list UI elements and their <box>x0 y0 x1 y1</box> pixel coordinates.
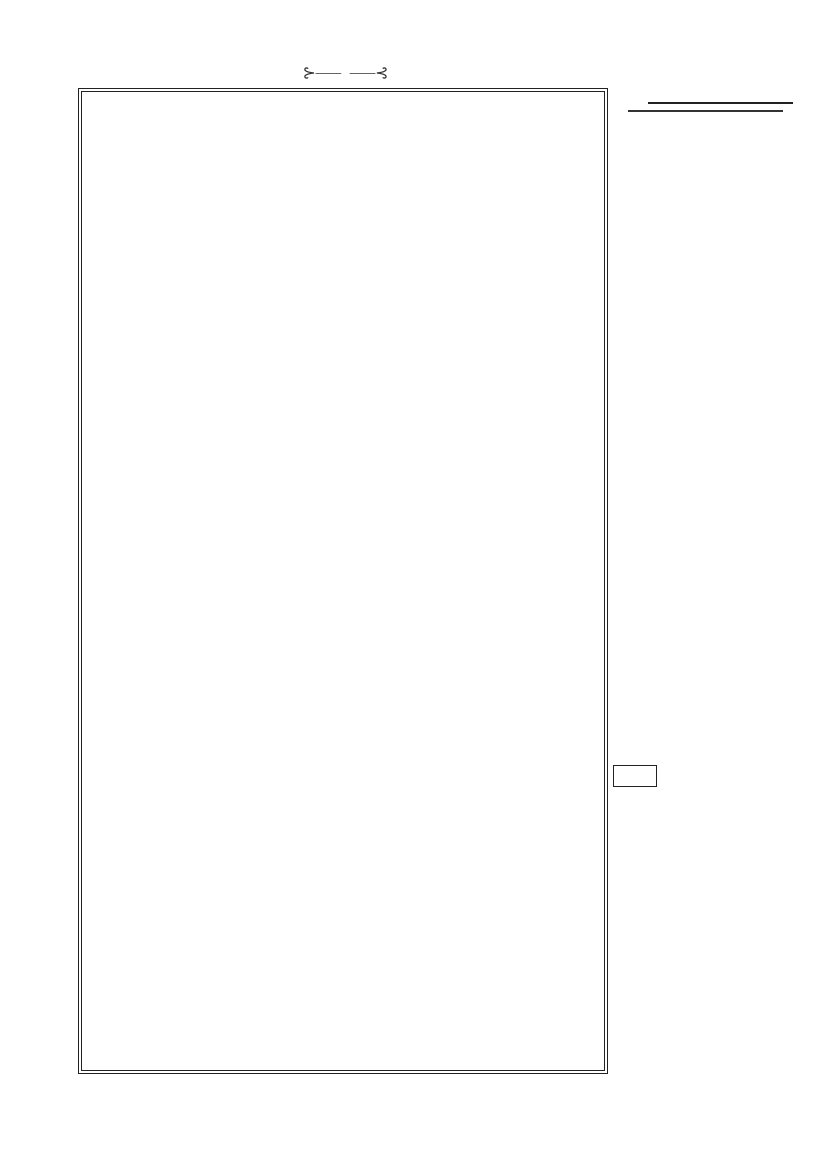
chapter-heading-block <box>618 102 823 112</box>
main-text-frame <box>78 88 608 1074</box>
margin-notes <box>618 96 823 122</box>
divider <box>628 110 783 112</box>
ornament-icon: ⸺⊰ <box>349 63 388 82</box>
side-correction-note <box>12 610 52 810</box>
chapter-rule <box>648 102 793 104</box>
ornament-icon: ⊱⸺ <box>302 63 341 82</box>
page-number-box <box>290 60 400 84</box>
hadith-number-badge <box>613 765 657 787</box>
